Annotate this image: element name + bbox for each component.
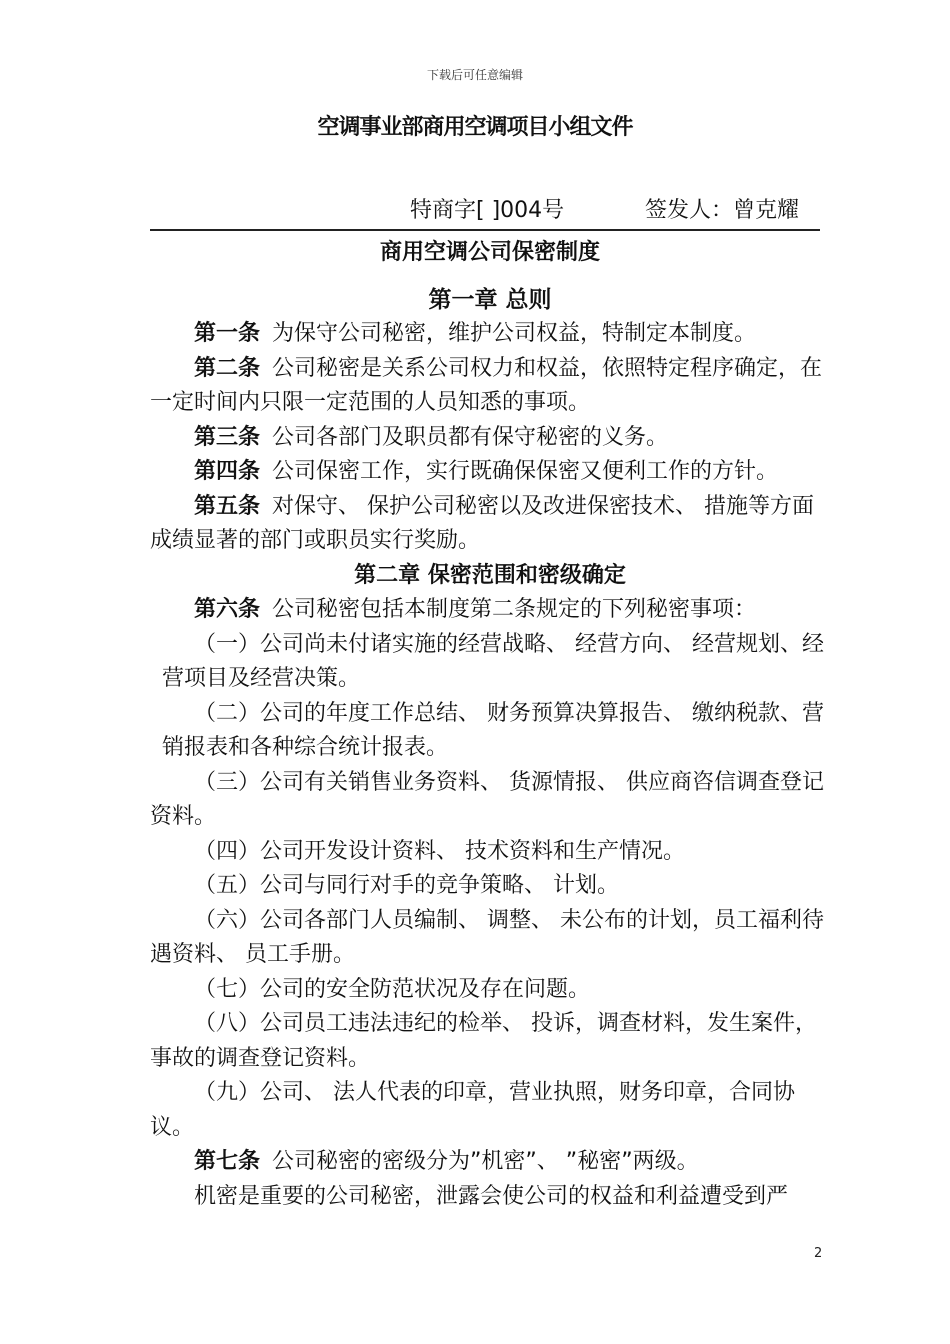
- article-text: 公司保密工作，实行既确保保密又便利工作的方针。: [272, 459, 779, 484]
- article-label: 第五条: [194, 493, 261, 519]
- list-item: （七）公司的安全防范状况及存在问题。: [194, 976, 591, 1002]
- article-4: [150, 455, 830, 490]
- article-label: 第三条: [194, 424, 261, 450]
- chapter-2-title: 第二章 保密范围和密级确定: [354, 562, 626, 588]
- article-text: 对保守、 保护公司秘密以及改进保密技术、 措施等方面成绩显著的部门或职员实行奖励。: [150, 493, 815, 553]
- article-text: 公司各部门及职员都有保守秘密的义务。: [272, 424, 669, 450]
- document-body: [150, 236, 830, 1214]
- list-item: （五）公司与同行对手的竞争策略、 计划。: [194, 873, 619, 898]
- article-1: [150, 317, 830, 352]
- article-label: 第六条: [194, 597, 261, 622]
- list-item: （一）公司尚未付诸实施的经营战略、 经营方向、 经营规划、经营项目及经营决策。: [162, 631, 824, 691]
- regulation-title: 商用空调公司保密制度: [379, 240, 600, 265]
- article-label: 第一条: [194, 321, 261, 346]
- chapter-1-title: 第一章 总则: [428, 286, 552, 313]
- list-item: （三）公司有关销售业务资料、 货源情报、 供应商咨信调查登记资料。: [150, 769, 824, 829]
- article-text: 公司秘密包括本制度第二条规定的下列秘密事项：: [272, 597, 757, 622]
- article-label: 第四条: [194, 459, 261, 484]
- article-text: 公司秘密的密级分为”机密”、 ”秘密”两级。: [272, 1149, 699, 1174]
- article-2: [150, 352, 830, 421]
- list-item: （二）公司的年度工作总结、 财务预算决算报告、 缴纳税款、营销报表和各种综合统计报表。: [162, 700, 824, 760]
- article-label: 第七条: [194, 1149, 261, 1174]
- document-title: 空调事业部商用空调项目小组文件: [317, 115, 633, 140]
- document-meta-line: [150, 193, 820, 231]
- list-item: （八）公司员工违法违纪的检举、 投诉，调查材料，发生案件，事故的调查登记资料。: [150, 1011, 817, 1071]
- article-text: 为保守公司秘密，维护公司权益，特制定本制度。: [272, 321, 757, 346]
- list-item: （六）公司各部门人员编制、 调整、 未公布的计划，员工福利待遇资料、 员工手册。: [150, 907, 824, 967]
- article-3: [150, 421, 830, 456]
- article-7: [150, 1145, 830, 1180]
- article-label: 第二条: [194, 355, 261, 381]
- list-item: （九）公司、 法人代表的印章，营业执照，财务印章，合同协议。: [150, 1080, 795, 1140]
- signer: 签发人：曾克耀: [645, 198, 800, 223]
- document-number: 特商字[ ]004号: [410, 198, 565, 223]
- page-number: 2: [814, 1246, 823, 1261]
- article-5: [150, 490, 830, 559]
- body-paragraph: 机密是重要的公司秘密，泄露会使公司的权益和利益遭受到严: [194, 1183, 789, 1209]
- list-item: （四）公司开发设计资料、 技术资料和生产情况。: [194, 838, 685, 864]
- article-text: 公司秘密是关系公司权力和权益，依照特定程序确定，在一定时间内只限一定范围的人员知悉的事项。: [150, 355, 823, 415]
- header-note: 下载后可任意编辑: [426, 68, 523, 82]
- article-6: [150, 593, 830, 628]
